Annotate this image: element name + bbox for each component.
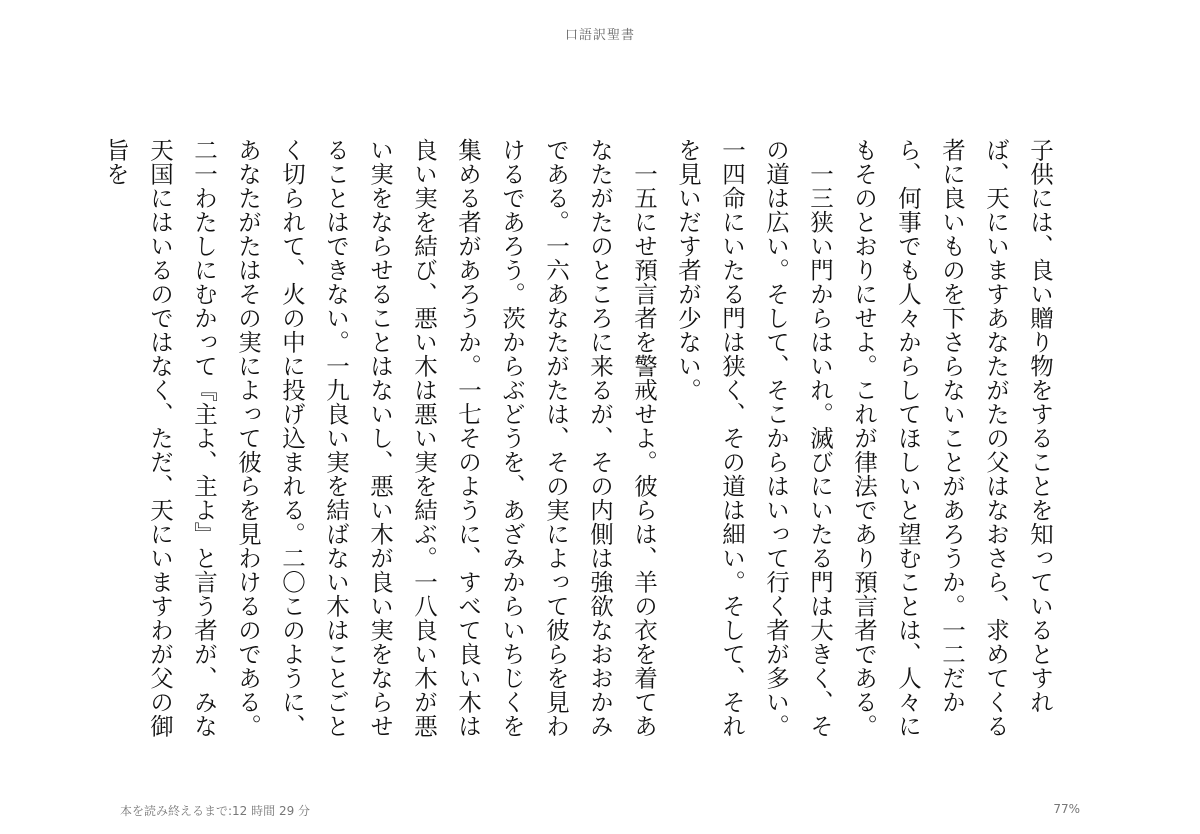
page-text <box>102 138 1062 738</box>
progress-percent: 77% <box>1053 802 1080 816</box>
time-remaining: 本を読み終えるまで:12 時間 29 分 <box>120 804 311 818</box>
paragraph: 子供には、良い贈り物をすることを知っているとすれば、天にいますあなたがたの父はなおさら、求めてくる者に良いものを下さらないことがあろうか。一二だから、何事でも人々からしてほしいと望むことは、人々にもそのとおりにせよ。これが律法であり預言者である。 <box>850 138 1054 738</box>
paragraph: 一五にせ預言者を警戒せよ。彼らは、羊の衣を着てあなたがたのところに来るが、その内側は強欲なおおかみである。一六あなたがたは、その実によって彼らを見わけるであろう。茨からぶどうを、あざみからいちじくを集める者があろうか。一七そのように、すべて良い木は良い実を結び、悪い木は悪い実を結ぶ。一八良い木が悪い実をならせることはないし、悪い木が良い実をならせることはできない。一九良い実を結ばない木はことごとく切られて、火の中に投げ込まれる。二〇このように、あなたがたはその実によって彼らを見わけるのである。二一わたしにむかって『主よ、主よ』と言う者が、みな天国にはいるのではなく、ただ、天にいますわが父の御旨を <box>102 138 658 738</box>
paragraph: 一三狭い門からはいれ。滅びにいたる門は大きく、その道は広い。そして、そこからはいって行く者が多い。一四命にいたる門は狭く、その道は細い。そして、それを見いだす者が少ない。 <box>674 138 834 738</box>
book-title: 口語訳聖書 <box>564 28 635 43</box>
